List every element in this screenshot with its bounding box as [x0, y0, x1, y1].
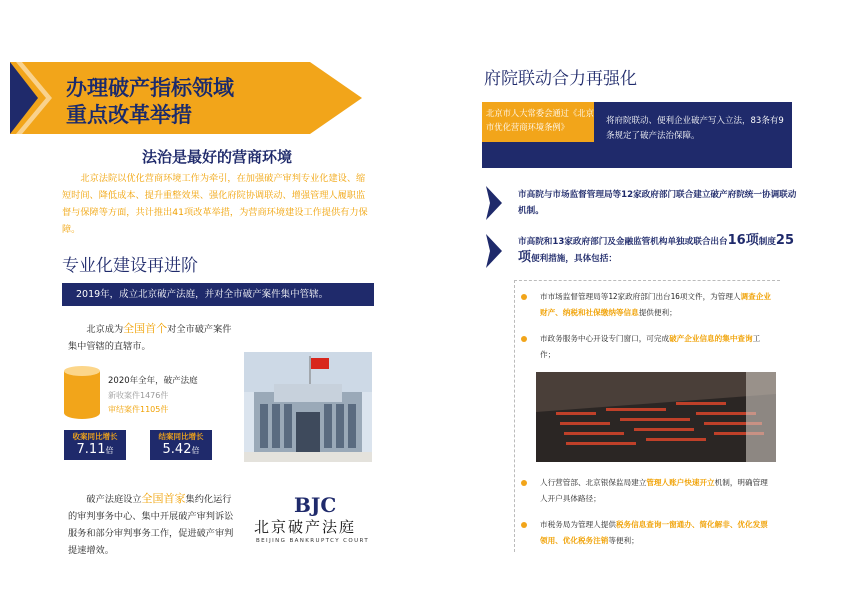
logo-chinese-name: 北京破产法庭	[254, 518, 357, 536]
stat-close-label: 结案同比增长	[158, 432, 204, 441]
bullet-icon	[521, 480, 527, 486]
measures-n2: 25项	[518, 233, 795, 265]
chevron-right-icon	[486, 234, 502, 268]
display-board-photo	[536, 372, 776, 462]
regulation-box-left: 北京市人大常委会通过《北京市优化营商环境条例》	[482, 102, 594, 142]
cases-cylinder-icon	[64, 366, 100, 422]
first-accent: 全国首个	[123, 322, 168, 335]
chevron-right-icon	[486, 186, 502, 220]
bottom-accent: 全国首家	[141, 492, 186, 505]
bullet-icon	[521, 522, 527, 528]
bottom-pre: 破产法庭设立	[86, 494, 142, 505]
stat-close-num: 5.42	[162, 442, 192, 457]
stat-accept-value	[64, 442, 126, 457]
intro-paragraph: 北京法院以优化营商环境工作为牵引，在加强破产审判专业化建设、缩短时间、降低成本、提升重整效果、强化府院协调联动、增强管理人履职监督与保障等方面，共计推出41项改革举措，为营商环境建设工作提供有力保障。	[62, 173, 368, 235]
list-item: 市政务服务中心开设专门窗口，可完成破产企业信息的集中查询工作；	[540, 334, 761, 359]
banner-title-line1: 办理破产指标领域	[66, 75, 234, 100]
section-title-professional: 专业化建设再进阶	[62, 256, 198, 276]
logo-mark-text: BJC	[294, 493, 337, 517]
stat-accept-label: 收案同比增长	[72, 432, 118, 441]
court-building-photo	[244, 352, 372, 462]
logo-english-name: BEIJING BANKRUPTCY COURT	[256, 538, 370, 544]
court-established-bar: 2019年，成立北京破产法庭，并对全市破产案件集中管辖。	[62, 283, 374, 306]
regulation-box-right: 将府院联动、便利企业破产写入立法，83条有9条规定了破产法治保障。	[606, 116, 784, 141]
year-label: 2020年全年，破产法庭	[108, 376, 198, 386]
bottom-post: 集约化运行的审判事务中心、集中开展破产审判诉讼服务和部分审判事务工作，促进破产审判提速增效。	[68, 494, 234, 556]
list-item: 市税务局为管理人提供税务信息查询一窗通办、简化解非、优化发票领用、优化税务注销等便利；	[540, 520, 768, 545]
bullet-icon	[521, 294, 527, 300]
measures-mid: 制度	[758, 237, 776, 247]
banner-title-line2: 重点改革举措	[66, 102, 192, 127]
new-cases: 新收案件1476件	[108, 391, 169, 400]
first-jurisdiction-text	[68, 320, 236, 355]
section-title-linkage: 府院联动合力再强化	[484, 69, 637, 89]
closed-cases: 审结案件1105件	[108, 405, 169, 414]
stat-close-unit: 倍	[191, 446, 200, 455]
measures-post: 便利措施，具体包括：	[531, 254, 617, 264]
linkage-mechanism-text: 市高院与市场监督管理局等12家政府部门联合建立破产府院统一协调联动机制。	[518, 190, 797, 216]
court-logo-icon	[294, 493, 337, 517]
list-item: 人行营管部、北京银保监局建立管理人账户快速开立机制，明确管理人开户具体路径；	[540, 478, 768, 503]
first-post: 对全市破产案件集中管辖的直辖市。	[68, 324, 232, 352]
service-center-text	[68, 490, 236, 559]
first-pre: 北京成为	[86, 324, 124, 335]
stat-close-value	[150, 442, 212, 457]
measures-pre: 市高院和13家政府部门及金融监管机构单独或联合出台	[518, 237, 728, 247]
subheading: 法治是最好的营商环境	[142, 148, 293, 166]
bullet-icon	[521, 336, 527, 342]
measures-text	[518, 233, 798, 267]
measures-n1: 16项	[727, 233, 759, 248]
banner-title	[66, 74, 234, 128]
stat-accept-num: 7.11	[76, 442, 106, 457]
list-item: 市市场监督管理局等12家政府部门出台16项文件，为管理人调查企业财产、纳税和社保缴纳等信息提供便利；	[540, 292, 771, 317]
stat-accept-unit: 倍	[105, 446, 114, 455]
